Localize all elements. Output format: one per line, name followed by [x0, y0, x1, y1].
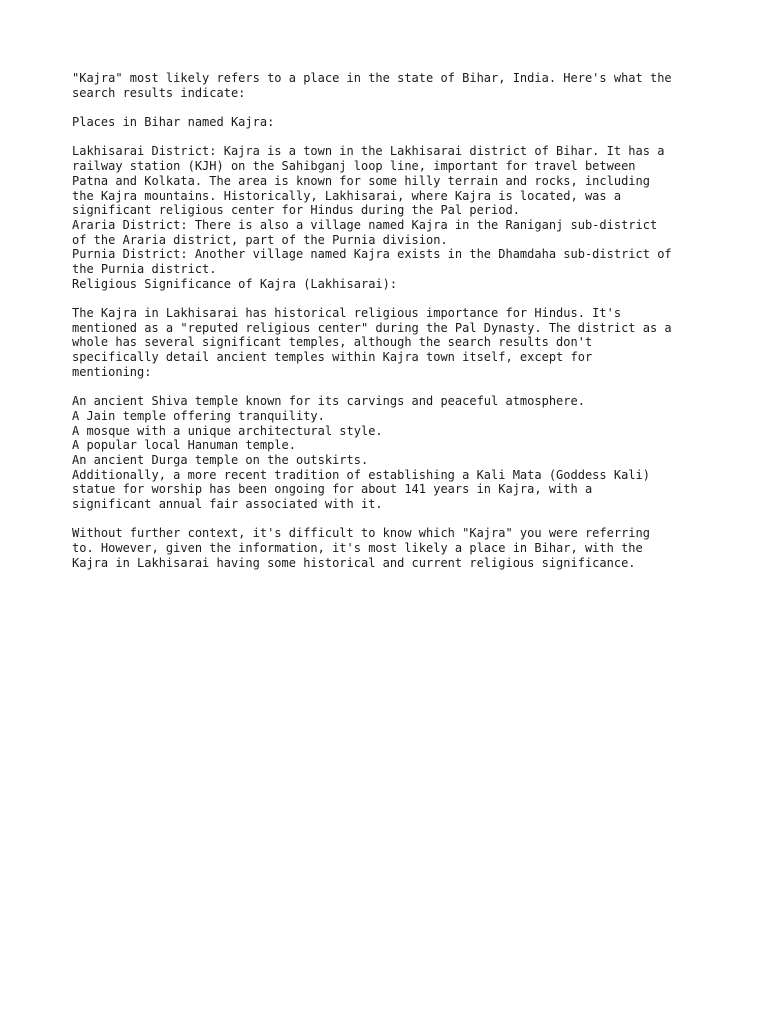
text-line: Lakhisarai District: Kajra is a town in the Lakhisarai district of Bihar. It has a [72, 144, 665, 159]
text-line: significant annual fair associated with it. [72, 496, 383, 511]
text-line: railway station (KJH) on the Sahibganj loop line, important for travel between [72, 159, 636, 174]
paragraph-gap [72, 130, 712, 145]
paragraph-gap [72, 291, 712, 306]
list-item: A Jain temple offering tranquility. [72, 408, 325, 423]
temples-list [72, 394, 712, 512]
text-line: Additionally, a more recent tradition of establishing a Kali Mata (Goddess Kali) [72, 467, 650, 482]
text-line: significant religious center for Hindus during the Pal period. [72, 203, 520, 218]
text-line: The Kajra in Lakhisarai has historical religious importance for Hindus. It's [72, 306, 622, 320]
list-item: A mosque with a unique architectural style. [72, 423, 383, 438]
places-list [72, 144, 712, 291]
text-line: mentioned as a "reputed religious center" during the Pal Dynasty. The district as a [72, 320, 672, 335]
text-line: search results indicate: [72, 85, 246, 100]
list-item: An ancient Shiva temple known for its carvings and peaceful atmosphere. [72, 394, 585, 409]
religious-paragraph [72, 306, 712, 379]
places-heading: Places in Bihar named Kajra: [72, 115, 275, 130]
paragraph-gap [72, 379, 712, 394]
document-page [72, 71, 712, 570]
religious-heading: Religious Significance of Kajra (Lakhisarai): [72, 276, 398, 291]
text-line: "Kajra" most likely refers to a place in the state of Bihar, India. Here's what the [72, 71, 672, 85]
text-line: statue for worship has been ongoing for about 141 years in Kajra, with a [72, 482, 593, 497]
paragraph-gap [72, 512, 712, 527]
intro-paragraph [72, 71, 712, 100]
text-line: of the Araria district, part of the Purnia division. [72, 232, 448, 247]
text-line: the Purnia district. [72, 261, 217, 276]
list-item: An ancient Durga temple on the outskirts. [72, 452, 369, 467]
text-line: specifically detail ancient temples within Kajra town itself, except for [72, 350, 593, 365]
text-line: the Kajra mountains. Historically, Lakhisarai, where Kajra is located, was a [72, 188, 622, 203]
text-line: whole has several significant temples, although the search results don't [72, 335, 593, 350]
text-line: to. However, given the information, it's most likely a place in Bihar, with the [72, 541, 643, 555]
text-line: Purnia District: Another village named Kajra exists in the Dhamdaha sub-district of [72, 247, 672, 262]
list-item: A popular local Hanuman temple. [72, 438, 296, 453]
text-line: Patna and Kolkata. The area is known for some hilly terrain and rocks, including [72, 173, 650, 188]
text-line: Kajra in Lakhisarai having some historical and current religious significance. [72, 555, 636, 570]
paragraph-gap [72, 100, 712, 115]
text-line: mentioning: [72, 364, 152, 379]
text-line: Araria District: There is also a village named Kajra in the Raniganj sub-district [72, 217, 658, 232]
conclusion-paragraph [72, 526, 712, 570]
text-line: Without further context, it's difficult to know which "Kajra" you were referring [72, 526, 650, 541]
